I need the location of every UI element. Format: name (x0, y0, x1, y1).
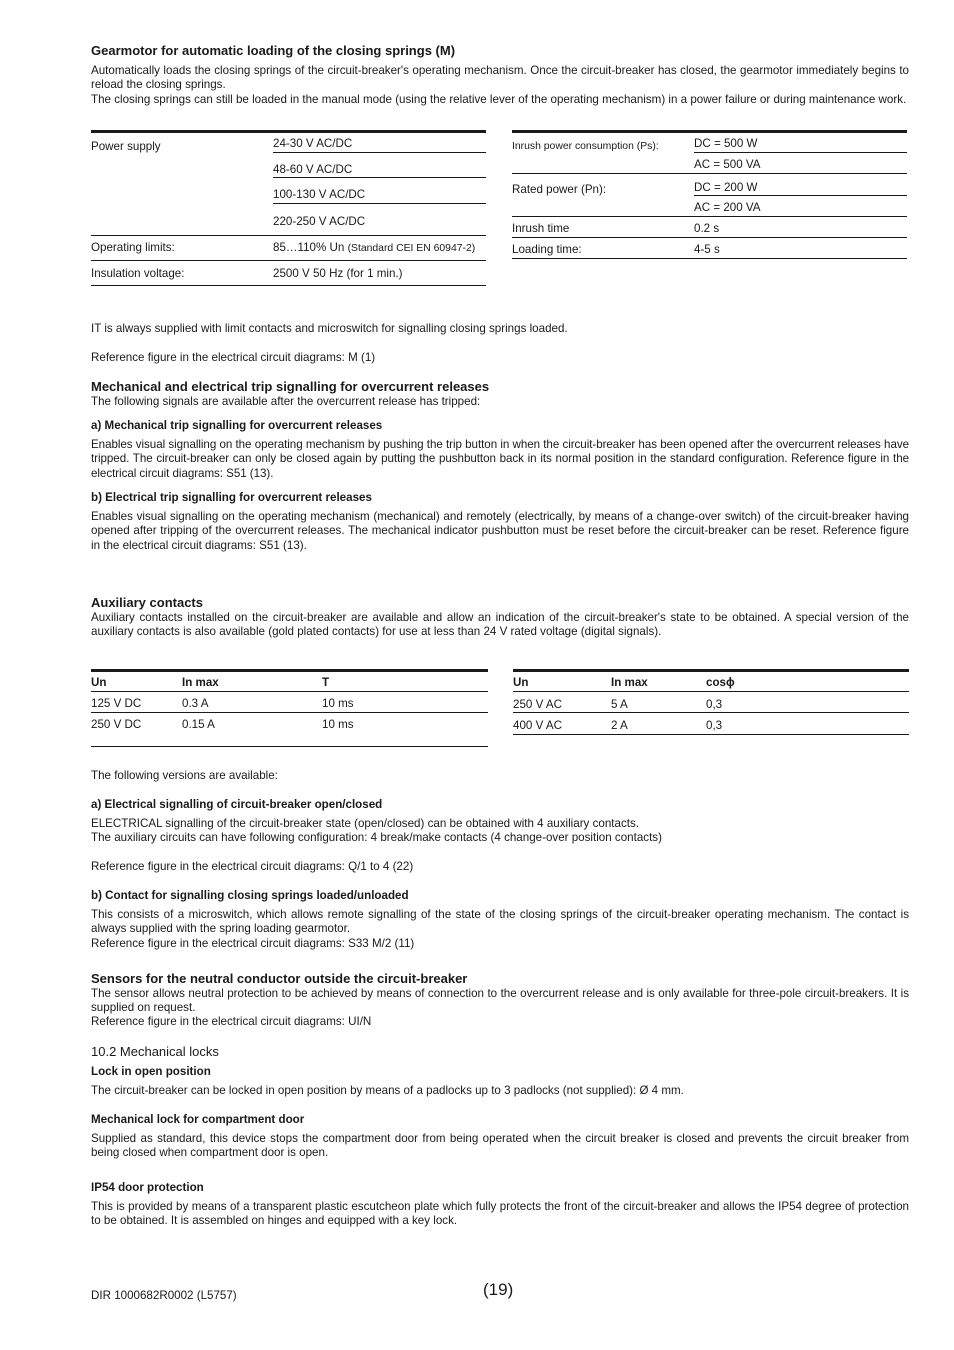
ac-row-1-un: 250 V AC (513, 698, 562, 711)
lock-open-title: Lock in open position (91, 1065, 211, 1078)
aux-b-ref: Reference figure in the electrical circuit diagrams: S33 M/2 (11) (91, 937, 415, 950)
inrush-power-dc: DC = 500 W (694, 137, 758, 150)
power-supply-label: Power supply (91, 140, 161, 153)
ac-row-2-un: 400 V AC (513, 719, 562, 732)
power-supply-value-3: 100-130 V AC/DC (273, 188, 366, 201)
insulation-voltage-label: Insulation voltage: (91, 267, 185, 280)
loading-time-label: Loading time: (512, 243, 582, 256)
rated-power-ac: AC = 200 VA (694, 201, 761, 214)
power-supply-value-4: 220-250 V AC/DC (273, 215, 366, 228)
lock-open-para: The circuit-breaker can be locked in open position by means of a padlocks up to 3 padlocks (not supplied): Ø 4 mm. (91, 1084, 684, 1097)
ac-row-1-cos: 0,3 (706, 698, 723, 711)
ip54-para: This is provided by means of a transparent plastic escutcheon plate which fully protects the front of the circuit-breaker and allows the IP54 degree of protection to be obtained. It is assembled on hinges and equipped with a key lock. (91, 1200, 909, 1228)
aux-a-title: a) Electrical signalling of circuit-breaker open/closed (91, 798, 383, 811)
trip-b-para: Enables visual signalling on the operating mechanism (mechanical) and remotely (electrically, by means of a change-over switch) of the circuit-breaker having opened after tripping of the overcurrent releases. The mechanical indicator pushbutton must be reset before the circuit-breaker can be reset. Reference figure in the electrical circuit diagrams: S51 (13). (91, 510, 909, 552)
aux-a-line-2: The auxiliary circuits can have following configuration: 4 break/make contacts (4 change-over position contacts) (91, 831, 662, 844)
ac-row-1-in: 5 A (611, 698, 628, 711)
aux-a-line-1: ELECTRICAL signalling of the circuit-breaker state (open/closed) can be obtained with 4 auxiliary contacts. (91, 817, 639, 830)
dc-row-1-un: 125 V DC (91, 697, 142, 710)
trip-title: Mechanical and electrical trip signalling for overcurrent releases (91, 379, 490, 394)
dc-row-1-in: 0.3 A (182, 697, 209, 710)
footer-doc-id: DIR 1000682R0002 (L5757) (91, 1289, 237, 1302)
rated-power-label: Rated power (Pn): (512, 183, 607, 196)
sensors-ref: Reference figure in the electrical circuit diagrams: UI/N (91, 1015, 372, 1028)
trip-b-title: b) Electrical trip signalling for overcurrent releases (91, 491, 372, 504)
ip54-title: IP54 door protection (91, 1181, 204, 1194)
aux-title: Auxiliary contacts (91, 595, 203, 610)
dc-row-2-in: 0.15 A (182, 718, 215, 731)
inrush-power-label: Inrush power consumption (Ps): (512, 141, 659, 152)
gearmotor-title: Gearmotor for automatic loading of the closing springs (M) (91, 43, 456, 58)
dc-header-un: Un (91, 676, 107, 689)
inrush-power-ac: AC = 500 VA (694, 158, 761, 171)
dc-row-1-t: 10 ms (322, 697, 354, 710)
ac-row-2-in: 2 A (611, 719, 628, 732)
trip-a-para: Enables visual signalling on the operating mechanism by pushing the trip button in when the circuit-breaker has been opened after the overcurrent releases have tripped. The circuit-breaker can only be closed again by putting the pushbutton back in its normal position in the standard configuration. Reference figure in the electrical circuit diagrams: S51 (13). (91, 438, 909, 480)
loading-time-value: 4-5 s (694, 243, 720, 256)
ac-header-cosphi: cosϕ (706, 676, 735, 689)
dc-row-2-un: 250 V DC (91, 718, 142, 731)
operating-limits-label: Operating limits: (91, 241, 175, 254)
dc-header-t: T (322, 676, 330, 689)
aux-b-title: b) Contact for signalling closing springs loaded/unloaded (91, 889, 409, 902)
power-supply-value-1: 24-30 V AC/DC (273, 137, 353, 150)
dc-header-in-max: In max (182, 676, 219, 689)
aux-b-para: This consists of a microswitch, which allows remote signalling of the state of the closing springs of the circuit-breaker operating mechanism. The contact is always supplied with the spring loading gearmotor. (91, 908, 909, 936)
ac-header-in-max: In max (611, 676, 648, 689)
dc-row-2-t: 10 ms (322, 718, 354, 731)
inrush-time-label: Inrush time (512, 222, 570, 235)
aux-versions-intro: The following versions are available: (91, 769, 278, 782)
gearmotor-note-1: IT is always supplied with limit contacts and microswitch for signalling closing springs loaded. (91, 322, 568, 335)
sensors-title: Sensors for the neutral conductor outside the circuit-breaker (91, 971, 468, 986)
insulation-voltage-value: 2500 V 50 Hz (for 1 min.) (273, 267, 403, 280)
rated-power-dc: DC = 200 W (694, 181, 758, 194)
operating-limits-value: 85…110% Un (Standard CEI EN 60947-2) (273, 241, 476, 254)
aux-a-ref: Reference figure in the electrical circuit diagrams: Q/1 to 4 (22) (91, 860, 414, 873)
lock-door-para: Supplied as standard, this device stops the compartment door from being operated when the circuit breaker is closed and prevents the circuit breaker from being closed when compartment door is open. (91, 1132, 909, 1160)
sensors-para: The sensor allows neutral protection to be achieved by means of connection to the overcurrent release and is only available for three-pole circuit-breakers. It is supplied on request. (91, 987, 909, 1015)
trip-a-title: a) Mechanical trip signalling for overcurrent releases (91, 419, 383, 432)
power-supply-value-2: 48-60 V AC/DC (273, 163, 353, 176)
ac-header-un: Un (513, 676, 529, 689)
gearmotor-para-2: The closing springs can still be loaded in the manual mode (using the relative lever of the operating mechanism) in a power failure or during maintenance work. (91, 93, 907, 106)
aux-para: Auxiliary contacts installed on the circuit-breaker are available and allow an indication of the circuit-breaker's state to be obtained. A special version of the auxiliary contacts is also available (gold plated contacts) for use at less than 24 V rated voltage (digital signals). (91, 611, 909, 639)
gearmotor-note-2: Reference figure in the electrical circuit diagrams: M (1) (91, 351, 376, 364)
ac-row-2-cos: 0,3 (706, 719, 723, 732)
lock-door-title: Mechanical lock for compartment door (91, 1113, 305, 1126)
gearmotor-para-1: Automatically loads the closing springs of the circuit-breaker's operating mechanism. Once the circuit-breaker has closed, the gearmotor immediately begins to reload the closing springs. (91, 64, 909, 92)
locks-section-title: 10.2 Mechanical locks (91, 1044, 219, 1059)
trip-intro: The following signals are available after the overcurrent release has tripped: (91, 395, 481, 408)
inrush-time-value: 0.2 s (694, 222, 720, 235)
page-number: (19) (483, 1280, 514, 1299)
